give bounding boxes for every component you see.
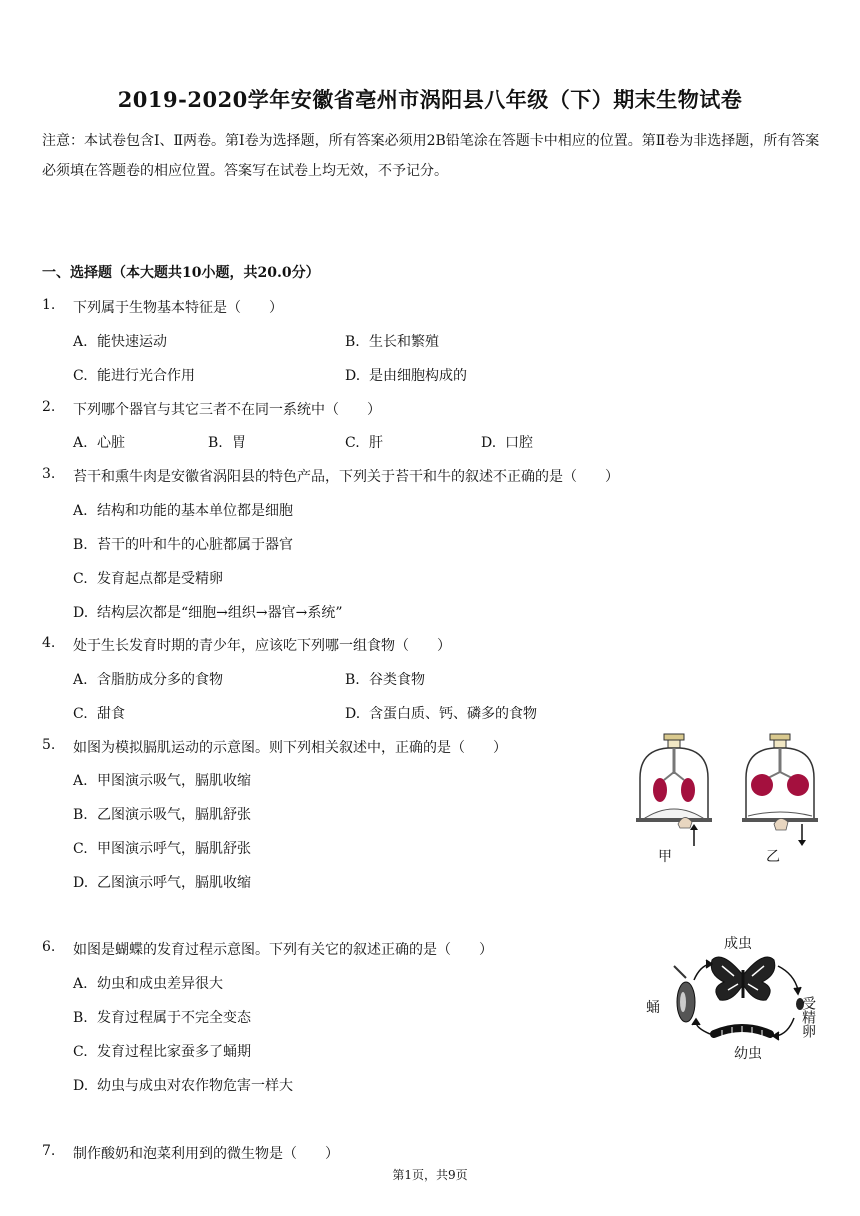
figure-label-yi: 乙 (766, 849, 780, 865)
option-text: 乙图演示呼气，膈肌收缩 (97, 875, 251, 891)
option-c (345, 432, 383, 452)
section-heading: 一、选择题（本大题共10小题，共20.0分） (42, 265, 320, 281)
option-c (73, 838, 251, 858)
option-letter: C. (73, 1044, 88, 1060)
option-letter: A. (73, 435, 88, 451)
question-stem: 下列属于生物基本特征是（ ） (73, 300, 283, 316)
option-letter: C. (345, 435, 360, 451)
option-b (73, 1007, 251, 1027)
question-number: 1. (42, 297, 56, 313)
option-text: 心脏 (97, 435, 125, 451)
option-letter: D. (481, 435, 497, 451)
option-a (73, 331, 167, 351)
option-c (73, 365, 195, 385)
figure-label-jia: 甲 (658, 849, 672, 865)
option-b (208, 432, 246, 452)
option-letter: D. (73, 1078, 89, 1094)
option-letter: A. (73, 976, 88, 992)
option-letter: B. (73, 1010, 88, 1026)
question-number: 4. (42, 635, 56, 651)
butterfly-lifecycle-figure (638, 926, 828, 1066)
option-text: 幼虫与成虫对农作物危害一样大 (97, 1078, 293, 1094)
page-title: 2019-2020学年安徽省亳州市涡阳县八年级（下）期末生物试卷 (117, 87, 743, 112)
larva-icon (714, 1026, 770, 1038)
option-text: 发育过程属于不完全变态 (97, 1010, 251, 1026)
option-letter: B. (73, 537, 88, 553)
figure-label-larva: 幼虫 (734, 1046, 762, 1062)
exam-notice: 注意：本试卷包含Ⅰ、Ⅱ两卷。第Ⅰ卷为选择题，所有答案必须用2B铅笔涂在答题卡中相应的位置。第Ⅱ卷为非选择题，所有答案必须填在答题卷的相应位置。答案写在试卷上均无效，不予记分。 (42, 133, 820, 179)
option-a (73, 500, 293, 520)
question-stem: 苔干和熏牛肉是安徽省涡阳县的特色产品，下列关于苔干和牛的叙述不正确的是（ ） (73, 469, 619, 485)
option-a (73, 770, 251, 790)
option-text: 胃 (232, 435, 246, 451)
option-text: 肝 (369, 435, 383, 451)
option-text: 幼虫和成虫差异很大 (97, 976, 223, 992)
option-text: 乙图演示吸气，膈肌舒张 (97, 807, 251, 823)
option-letter: A. (73, 672, 88, 688)
option-letter: B. (73, 807, 88, 823)
option-letter: A. (73, 334, 88, 350)
question-stem: 如图是蝴蝶的发育过程示意图。下列有关它的叙述正确的是（ ） (73, 942, 493, 958)
option-text: 苔干的叶和牛的心脏都属于器官 (97, 537, 293, 553)
option-text: 生长和繁殖 (369, 334, 439, 350)
option-text: 甲图演示吸气，膈肌收缩 (97, 773, 251, 789)
option-a (73, 973, 223, 993)
option-letter: B. (345, 334, 360, 350)
option-text: 能进行光合作用 (97, 368, 195, 384)
option-c (73, 1041, 251, 1061)
option-letter: B. (208, 435, 223, 451)
option-text: 能快速运动 (97, 334, 167, 350)
option-d (73, 602, 343, 622)
option-letter: C. (73, 841, 88, 857)
figure-label-pupa: 蛹 (646, 1000, 660, 1016)
option-a (73, 432, 125, 452)
option-b (73, 804, 251, 824)
figure-label-adult: 成虫 (724, 936, 752, 952)
option-b (345, 669, 425, 689)
question-number: 3. (42, 466, 56, 482)
option-d (73, 872, 251, 892)
option-letter: D. (73, 605, 89, 621)
option-b (345, 331, 439, 351)
option-text: 甜食 (97, 706, 125, 722)
option-d (345, 703, 537, 723)
option-text: 发育起点都是受精卵 (97, 571, 223, 587)
option-text: 发育过程比家蚕多了蛹期 (97, 1044, 251, 1060)
butterfly-icon (711, 957, 775, 1000)
option-text: 谷类食物 (369, 672, 425, 688)
question-number: 2. (42, 399, 56, 415)
diaphragm-model-figure (628, 728, 824, 868)
option-text: 结构层次都是“细胞→组织→器官→系统” (97, 605, 343, 621)
option-d (73, 1075, 293, 1095)
option-a (73, 669, 223, 689)
option-c (73, 568, 223, 588)
option-letter: A. (73, 773, 88, 789)
figure-label-egg: 受精卵 (800, 996, 816, 1038)
option-text: 含蛋白质、钙、磷多的食物 (369, 706, 537, 722)
question-stem: 制作酸奶和泡菜利用到的微生物是（ ） (73, 1146, 339, 1162)
option-letter: C. (73, 706, 88, 722)
question-stem: 下列哪个器官与其它三者不在同一系统中（ ） (73, 402, 381, 418)
option-letter: B. (345, 672, 360, 688)
option-letter: D. (73, 875, 89, 891)
option-letter: A. (73, 503, 88, 519)
page-footer: 第1页，共9页 (392, 1168, 468, 1182)
question-number: 5. (42, 737, 56, 753)
option-letter: C. (73, 571, 88, 587)
question-number: 7. (42, 1143, 56, 1159)
option-c (73, 703, 125, 723)
option-text: 甲图演示呼气，膈肌舒张 (97, 841, 251, 857)
question-stem: 处于生长发育时期的青少年，应该吃下列哪一组食物（ ） (73, 638, 451, 654)
option-text: 口腔 (505, 435, 533, 451)
option-letter: D. (345, 706, 361, 722)
option-letter: C. (73, 368, 88, 384)
option-d (345, 365, 467, 385)
option-text: 是由细胞构成的 (369, 368, 467, 384)
jar-jia-diagram (636, 734, 712, 846)
option-d (481, 432, 533, 452)
option-letter: D. (345, 368, 361, 384)
option-text: 结构和功能的基本单位都是细胞 (97, 503, 293, 519)
option-b (73, 534, 293, 554)
question-number: 6. (42, 939, 56, 955)
jar-yi-diagram (742, 734, 818, 846)
option-text: 含脂肪成分多的食物 (97, 672, 223, 688)
pupa-icon (674, 966, 695, 1022)
question-stem: 如图为模拟膈肌运动的示意图。则下列相关叙述中，正确的是（ ） (73, 740, 507, 756)
